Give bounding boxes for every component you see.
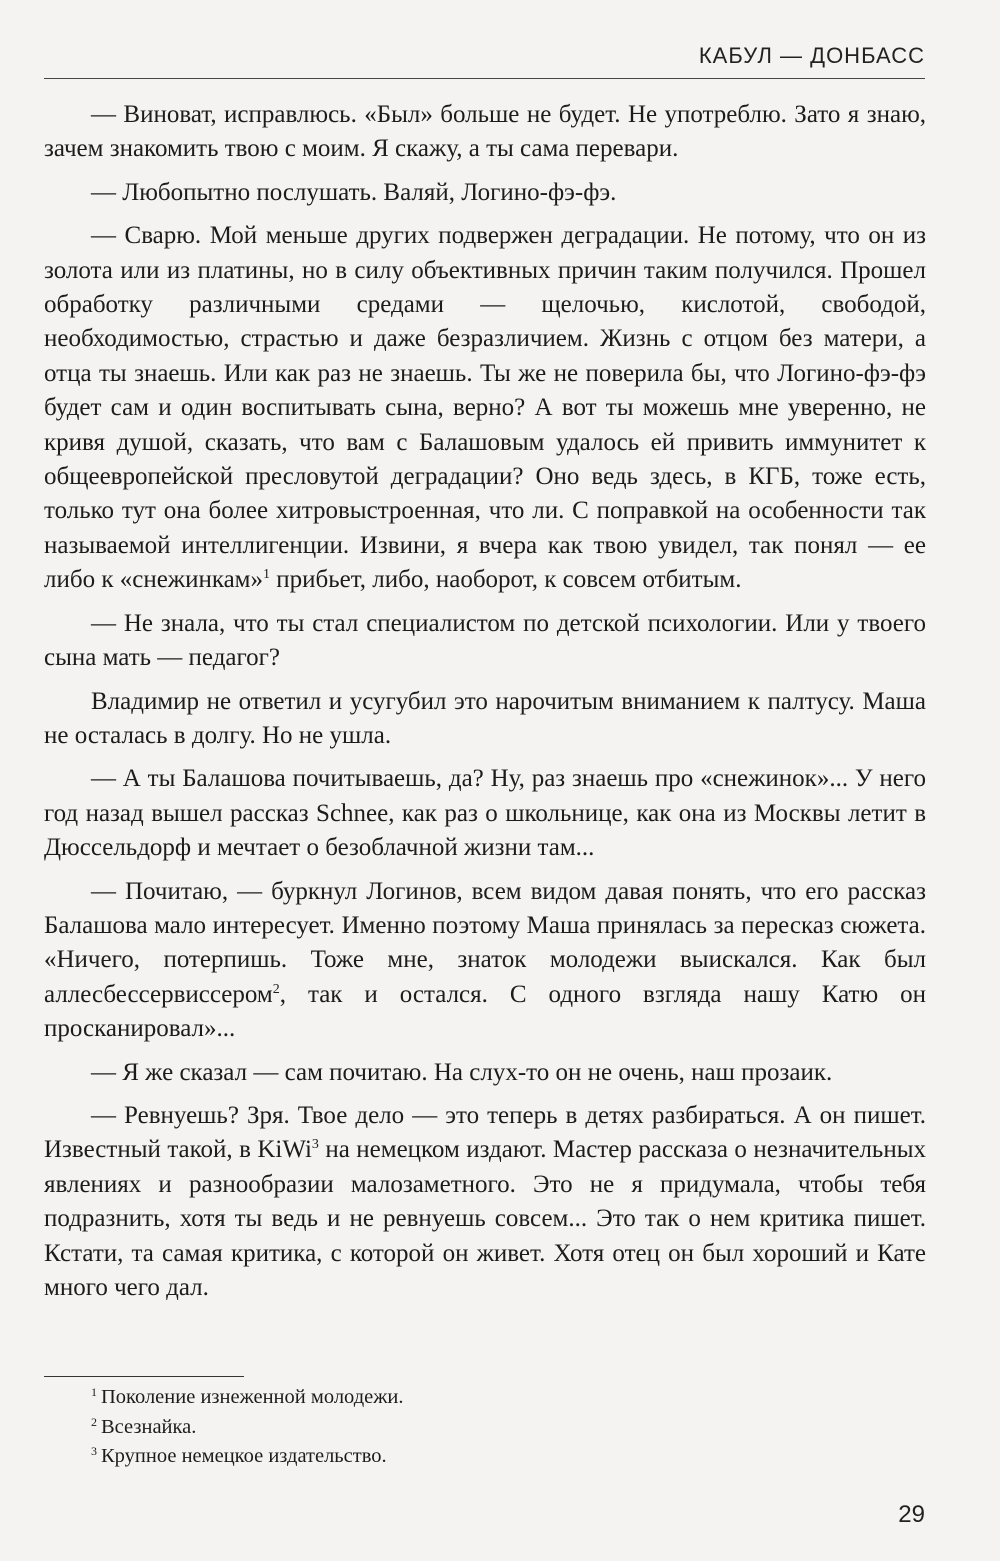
paragraph: — А ты Балашова почитываешь, да? Ну, раз знаешь про «снежинок»... У него год назад вышел рассказ Schnee, как раз о школьнице, как она из Москвы летит в Дюссельдорф и мечтает о безоблачной жизни там... bbox=[44, 765, 926, 862]
paragraph-text: — Ревнуешь? Зря. Твое дело — это теперь в детях разбираться. А он пишет. Известный такой, в KiWi bbox=[44, 1101, 926, 1164]
body-text bbox=[44, 98, 926, 1305]
footnote-mark: 3 bbox=[91, 1444, 97, 1458]
paragraph: Владимир не ответил и усугубил это нарочитым вниманием к палтусу. Маша не осталась в долгу. Но не ушла. bbox=[44, 687, 926, 749]
paragraph: — Не знала, что ты стал специалистом по детской психологии. Или у твоего сына мать — педагог? bbox=[44, 609, 926, 672]
paragraph-text: прибьет, либо, наоборот, к совсем отбитым. bbox=[270, 566, 742, 594]
footnote bbox=[91, 1383, 404, 1413]
paragraph bbox=[44, 219, 926, 597]
footnote-divider bbox=[44, 1376, 244, 1377]
footnote-text: Всезнайка. bbox=[101, 1415, 197, 1438]
paragraph-text: на немецком издают. Мастер рассказа о незначительных явлениях и разнообразии малозаметного. Это не я придумала, чтобы тебя подразнить, хотя ты ведь и не ревнуешь совсем... Это так о нем критика пишет. Кстати, та самая критика, с которой он живет. Хотя отец он был хороший и Кате много чего дал. bbox=[44, 1136, 926, 1301]
footnote bbox=[91, 1413, 404, 1443]
footnotes bbox=[91, 1383, 404, 1472]
running-title: КАБУЛ — ДОНБАСС bbox=[698, 43, 925, 68]
paragraph-text: — Почитаю, — буркнул Логинов, всем видом давая понять, что его рассказ Балашова мало интересует. Именно поэтому Маша принялась за пересказ сюжета. «Ничего, потерпишь. Тоже мне, знаток молодежи выискался. Как был аллесбессервиссером bbox=[44, 877, 926, 1008]
footnote-ref: 1 bbox=[263, 567, 271, 583]
footnote-ref: 2 bbox=[272, 981, 280, 997]
paragraph bbox=[44, 1099, 926, 1305]
running-header bbox=[44, 40, 925, 79]
paragraph-text: — Сварю. Мой меньше других подвержен деградации. Не потому, что он из золота или из платины, но в силу объективных причин таким получился. Прошел обработку различными средами — щелочью, кислотой, свободой, необходимостью, страстью и даже безразличием. Жизнь с отцом без матери, а отца ты знаешь. Или как раз не знаешь. Ты же не поверила бы, что Логино-фэ-фэ будет сам и один воспитывать сына, верно? А вот ты можешь мне уверенно, не кривя душой, сказать, что вам с Балашовым удалось ей привить иммунитет к общеевропейской пресловутой деградации? Оно ведь здесь, в КГБ, тоже есть, только тут она более хитровыстроенная, что ли. С поправкой на особенности так называемой интеллигенции. Извини, я вчера как твою увидел, так понял — ее либо к «снежинкам» bbox=[44, 222, 926, 594]
footnote-mark: 1 bbox=[91, 1385, 97, 1399]
footnote-mark: 2 bbox=[91, 1414, 97, 1429]
paragraph: — Виноват, исправлюсь. «Был» больше не будет. Не употреблю. Зато я знаю, зачем знакомить твою с моим. Я скажу, а ты сама перевари. bbox=[44, 101, 926, 163]
paragraph-text: , так и остался. С одного взгляда нашу Катю он просканировал»... bbox=[44, 980, 926, 1043]
footnote-text: Поколение изнеженной молодежи. bbox=[101, 1386, 404, 1408]
footnote-text: Крупное немецкое издательство. bbox=[101, 1445, 387, 1467]
page-number: 29 bbox=[898, 1501, 925, 1528]
footnote-ref: 3 bbox=[311, 1137, 319, 1153]
paragraph: — Любопытно послушать. Валяй, Логино-фэ-фэ. bbox=[91, 178, 617, 206]
paragraph bbox=[44, 875, 926, 1047]
footnote bbox=[91, 1442, 404, 1472]
paragraph: — Я же сказал — сам почитаю. На слух-то он не очень, наш прозаик. bbox=[91, 1058, 833, 1086]
